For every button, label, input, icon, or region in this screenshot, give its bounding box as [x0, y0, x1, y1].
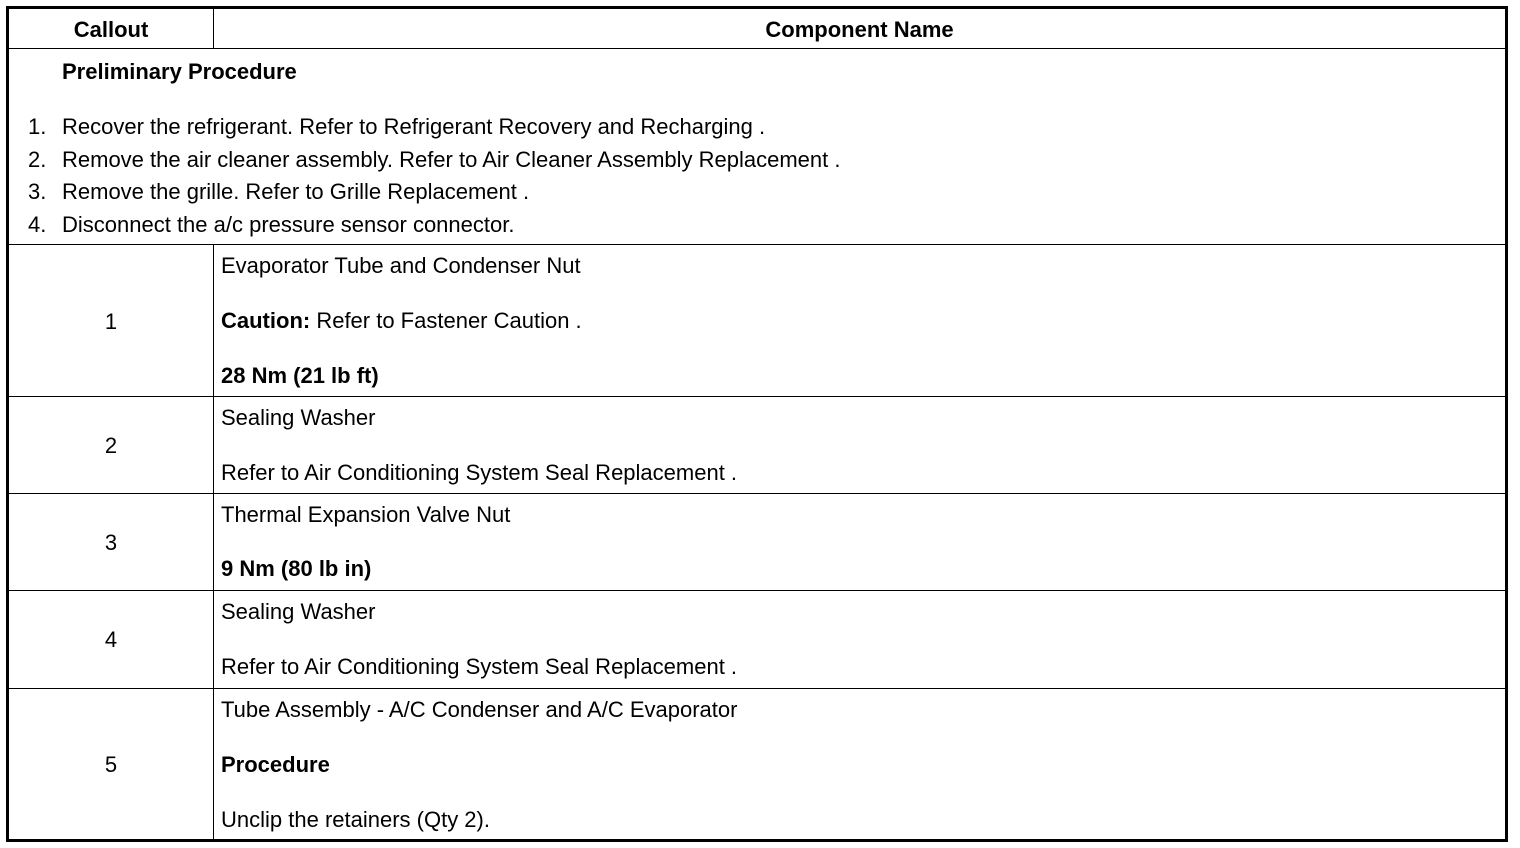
callout-cell	[9, 245, 214, 397]
component-cell	[214, 494, 1505, 591]
component-cell	[214, 245, 1505, 397]
step-number: 3.	[28, 179, 47, 204]
step-number: 4.	[28, 212, 47, 237]
callout-cell	[9, 397, 214, 494]
torque-spec: 28 Nm (21 lb ft)	[221, 363, 379, 388]
component-name-column-header: Component Name	[765, 17, 954, 42]
callout-header-cell	[9, 9, 214, 48]
torque-spec: 9 Nm (80 lb in)	[221, 556, 372, 581]
step-text: Recover the refrigerant. Refer to Refrigerant Recovery and Recharging .	[62, 114, 766, 139]
table-row	[9, 493, 1505, 591]
table-row	[9, 688, 1505, 839]
table-row	[9, 396, 1505, 494]
callout-number: 3	[104, 530, 118, 555]
component-table	[6, 6, 1508, 842]
reference-note: Refer to Air Conditioning System Seal Replacement .	[221, 654, 738, 679]
callout-number: 2	[104, 433, 118, 458]
component-name: Sealing Washer	[221, 405, 376, 430]
preliminary-procedure-title: Preliminary Procedure	[62, 59, 297, 84]
step-text: Remove the air cleaner assembly. Refer to Air Cleaner Assembly Replacement .	[62, 147, 841, 172]
component-cell	[214, 689, 1505, 839]
procedure-step	[28, 213, 514, 237]
step-text: Disconnect the a/c pressure sensor connector.	[62, 212, 515, 237]
procedure-label: Procedure	[221, 752, 330, 777]
step-text: Remove the grille. Refer to Grille Replacement .	[62, 179, 530, 204]
component-name: Sealing Washer	[221, 599, 376, 624]
step-number: 2.	[28, 147, 47, 172]
component-name: Evaporator Tube and Condenser Nut	[221, 253, 581, 278]
component-cell	[214, 591, 1505, 688]
procedure-note: Unclip the retainers (Qty 2).	[221, 807, 490, 832]
procedure-step	[28, 148, 841, 172]
table-header-row	[9, 9, 1505, 48]
procedure-step	[28, 180, 529, 204]
component-name: Tube Assembly - A/C Condenser and A/C Evaporator	[221, 697, 738, 722]
callout-cell	[9, 494, 214, 591]
component-name: Thermal Expansion Valve Nut	[221, 502, 511, 527]
table-row	[9, 244, 1505, 397]
callout-number: 5	[104, 752, 118, 777]
procedure-step	[28, 115, 765, 139]
callout-number: 1	[104, 309, 118, 334]
component-cell	[214, 397, 1505, 494]
component-name-header-cell	[214, 9, 1505, 48]
callout-cell	[9, 591, 214, 688]
preliminary-procedure-row	[9, 48, 1505, 246]
caution-text: Refer to Fastener Caution .	[310, 308, 582, 333]
step-number: 1.	[28, 114, 47, 139]
callout-column-header: Callout	[73, 17, 149, 42]
reference-note: Refer to Air Conditioning System Seal Replacement .	[221, 460, 738, 485]
caution-note	[221, 309, 582, 333]
caution-label: Caution:	[221, 308, 311, 333]
callout-cell	[9, 689, 214, 839]
callout-number: 4	[104, 627, 118, 652]
table-row	[9, 590, 1505, 688]
